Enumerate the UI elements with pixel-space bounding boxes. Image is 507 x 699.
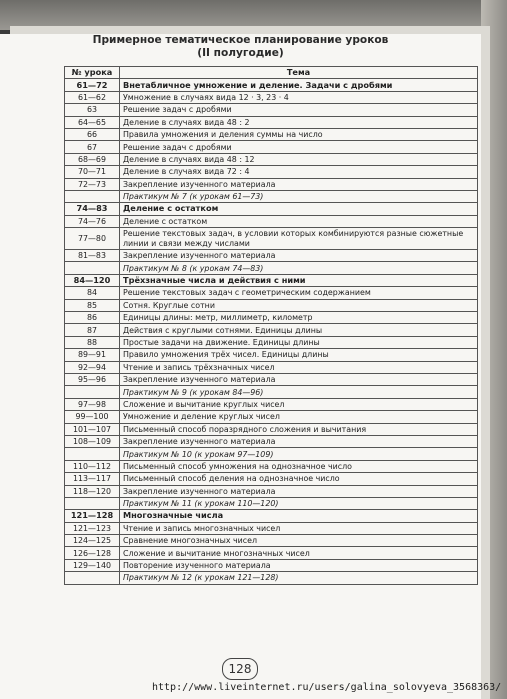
practicum-row xyxy=(65,386,478,398)
lesson-number-cell: 124—125 xyxy=(65,535,120,547)
lesson-number-cell xyxy=(65,190,120,202)
lesson-topic-cell: Деление в случаях вида 48 : 2 xyxy=(120,116,478,128)
lesson-topic-cell: Письменный способ поразрядного сложения и вычитания xyxy=(120,423,478,435)
table-row xyxy=(65,473,478,485)
lesson-number-cell: 101—107 xyxy=(65,423,120,435)
table-row xyxy=(65,373,478,385)
table-row xyxy=(65,324,478,336)
table-row xyxy=(65,153,478,165)
lesson-topic-cell: Деление с остатком xyxy=(120,203,478,215)
lesson-number-cell: 121—128 xyxy=(65,510,120,522)
lesson-topic-cell: Чтение и запись многозначных чисел xyxy=(120,522,478,534)
table-row xyxy=(65,559,478,571)
table-row xyxy=(65,178,478,190)
lesson-number-cell xyxy=(65,386,120,398)
lesson-number-cell: 81—83 xyxy=(65,250,120,262)
table-row xyxy=(65,535,478,547)
lesson-number-cell: 113—117 xyxy=(65,473,120,485)
lesson-topic-cell: Закрепление изученного материала xyxy=(120,485,478,497)
lesson-topic-cell: Решение текстовых задач, в условии которых комбинируются разные сюжетные линии и связи между числами xyxy=(120,228,478,250)
section-row xyxy=(65,79,478,91)
lesson-topic-cell: Закрепление изученного материала xyxy=(120,250,478,262)
lesson-topic-cell: Чтение и запись трёхзначных чисел xyxy=(120,361,478,373)
table-row xyxy=(65,435,478,447)
lesson-topic-cell: Практикум № 8 (к урокам 74—83) xyxy=(120,262,478,274)
lesson-number-cell: 74—76 xyxy=(65,215,120,227)
lesson-number-cell: 64—65 xyxy=(65,116,120,128)
table-row xyxy=(65,336,478,348)
table-row xyxy=(65,228,478,250)
practicum-row xyxy=(65,262,478,274)
table-row xyxy=(65,312,478,324)
lesson-topic-cell: Практикум № 7 (к урокам 61—73) xyxy=(120,190,478,202)
lesson-number-cell: 121—123 xyxy=(65,522,120,534)
lesson-number-cell: 74—83 xyxy=(65,203,120,215)
lesson-number-cell xyxy=(65,448,120,460)
lesson-topic-cell: Деление с остатком xyxy=(120,215,478,227)
lesson-topic-cell: Практикум № 12 (к урокам 121—128) xyxy=(120,572,478,584)
practicum-row xyxy=(65,190,478,202)
table-row xyxy=(65,423,478,435)
lesson-topic-cell: Сотня. Круглые сотни xyxy=(120,299,478,311)
lesson-number-cell: 72—73 xyxy=(65,178,120,190)
lesson-number-cell: 85 xyxy=(65,299,120,311)
table-row xyxy=(65,522,478,534)
lesson-topic-cell: Сравнение многозначных чисел xyxy=(120,535,478,547)
page-number: 128 xyxy=(222,658,258,680)
lesson-topic-cell: Закрепление изученного материала xyxy=(120,178,478,190)
lesson-number-cell: 61—62 xyxy=(65,91,120,103)
lesson-topic-cell: Умножение и деление круглых чисел xyxy=(120,411,478,423)
lesson-number-cell: 89—91 xyxy=(65,349,120,361)
title-line-2: (II полугодие) xyxy=(197,47,284,59)
section-row xyxy=(65,274,478,286)
lesson-number-cell: 118—120 xyxy=(65,485,120,497)
lesson-number-cell: 84—120 xyxy=(65,274,120,286)
table-row xyxy=(65,250,478,262)
table-row xyxy=(65,91,478,103)
lesson-topic-cell: Трёхзначные числа и действия с ними xyxy=(120,274,478,286)
table-row xyxy=(65,104,478,116)
lesson-number-cell xyxy=(65,497,120,509)
lesson-number-cell: 87 xyxy=(65,324,120,336)
lesson-topic-cell: Сложение и вычитание многозначных чисел xyxy=(120,547,478,559)
lesson-topic-cell: Решение задач с дробями xyxy=(120,141,478,153)
section-row xyxy=(65,203,478,215)
table-row xyxy=(65,460,478,472)
lesson-number-cell: 88 xyxy=(65,336,120,348)
lesson-number-cell: 61—72 xyxy=(65,79,120,91)
lesson-number-cell: 110—112 xyxy=(65,460,120,472)
table-row xyxy=(65,411,478,423)
lesson-number-cell: 63 xyxy=(65,104,120,116)
source-watermark: http://www.liveinternet.ru/users/galina_solovyeva_3568363/ xyxy=(152,682,502,693)
lesson-topic-cell: Письменный способ деления на однозначное число xyxy=(120,473,478,485)
lesson-topic-cell: Практикум № 11 (к урокам 110—120) xyxy=(120,497,478,509)
lesson-topic-cell: Решение текстовых задач с геометрическим содержанием xyxy=(120,287,478,299)
lesson-number-cell xyxy=(65,262,120,274)
lesson-number-cell: 97—98 xyxy=(65,398,120,410)
lesson-number-cell: 77—80 xyxy=(65,228,120,250)
lesson-number-cell: 66 xyxy=(65,128,120,140)
column-header-lesson: № урока xyxy=(65,67,120,79)
practicum-row xyxy=(65,497,478,509)
lesson-topic-cell: Многозначные числа xyxy=(120,510,478,522)
lesson-topic-cell: Повторение изученного материала xyxy=(120,559,478,571)
lesson-topic-cell: Простые задачи на движение. Единицы длины xyxy=(120,336,478,348)
lesson-number-cell: 126—128 xyxy=(65,547,120,559)
table-body xyxy=(65,79,478,584)
lesson-topic-cell: Внетабличное умножение и деление. Задачи с дробями xyxy=(120,79,478,91)
lesson-topic-cell: Правило умножения трёх чисел. Единицы длины xyxy=(120,349,478,361)
table-row xyxy=(65,128,478,140)
lesson-number-cell: 108—109 xyxy=(65,435,120,447)
lesson-topic-cell: Единицы длины: метр, миллиметр, километр xyxy=(120,312,478,324)
lesson-topic-cell: Действия с круглыми сотнями. Единицы длины xyxy=(120,324,478,336)
table-row xyxy=(65,547,478,559)
title-line-1: Примерное тематическое планирование уроков xyxy=(92,34,389,46)
lesson-number-cell: 67 xyxy=(65,141,120,153)
lesson-number-cell: 95—96 xyxy=(65,373,120,385)
lesson-topic-cell: Деление в случаях вида 72 : 4 xyxy=(120,166,478,178)
table-row xyxy=(65,349,478,361)
section-row xyxy=(65,510,478,522)
lesson-number-cell: 86 xyxy=(65,312,120,324)
lesson-topic-cell: Практикум № 10 (к урокам 97—109) xyxy=(120,448,478,460)
lesson-number-cell: 99—100 xyxy=(65,411,120,423)
table-row xyxy=(65,361,478,373)
lesson-topic-cell: Правила умножения и деления суммы на число xyxy=(120,128,478,140)
table-row xyxy=(65,166,478,178)
table-row xyxy=(65,299,478,311)
table-row xyxy=(65,215,478,227)
lesson-number-cell: 70—71 xyxy=(65,166,120,178)
lesson-topic-cell: Закрепление изученного материала xyxy=(120,373,478,385)
lesson-topic-cell: Деление в случаях вида 48 : 12 xyxy=(120,153,478,165)
table-row xyxy=(65,398,478,410)
lesson-number-cell: 68—69 xyxy=(65,153,120,165)
lesson-topic-cell: Решение задач с дробями xyxy=(120,104,478,116)
lesson-number-cell xyxy=(65,572,120,584)
lesson-topic-cell: Сложение и вычитание круглых чисел xyxy=(120,398,478,410)
lesson-topic-cell: Практикум № 9 (к урокам 84—96) xyxy=(120,386,478,398)
lesson-topic-cell: Умножение в случаях вида 12 · 3, 23 · 4 xyxy=(120,91,478,103)
table-row xyxy=(65,116,478,128)
table-row xyxy=(65,485,478,497)
column-header-topic: Тема xyxy=(120,67,478,79)
lesson-number-cell: 84 xyxy=(65,287,120,299)
table-row xyxy=(65,287,478,299)
lesson-number-cell: 92—94 xyxy=(65,361,120,373)
lesson-topic-cell: Письменный способ умножения на однозначное число xyxy=(120,460,478,472)
lesson-topic-cell: Закрепление изученного материала xyxy=(120,435,478,447)
table-row xyxy=(65,141,478,153)
lesson-plan-table xyxy=(64,66,478,585)
page-title xyxy=(0,34,481,60)
practicum-row xyxy=(65,448,478,460)
practicum-row xyxy=(65,572,478,584)
table-header-row xyxy=(65,67,478,79)
lesson-number-cell: 129—140 xyxy=(65,559,120,571)
